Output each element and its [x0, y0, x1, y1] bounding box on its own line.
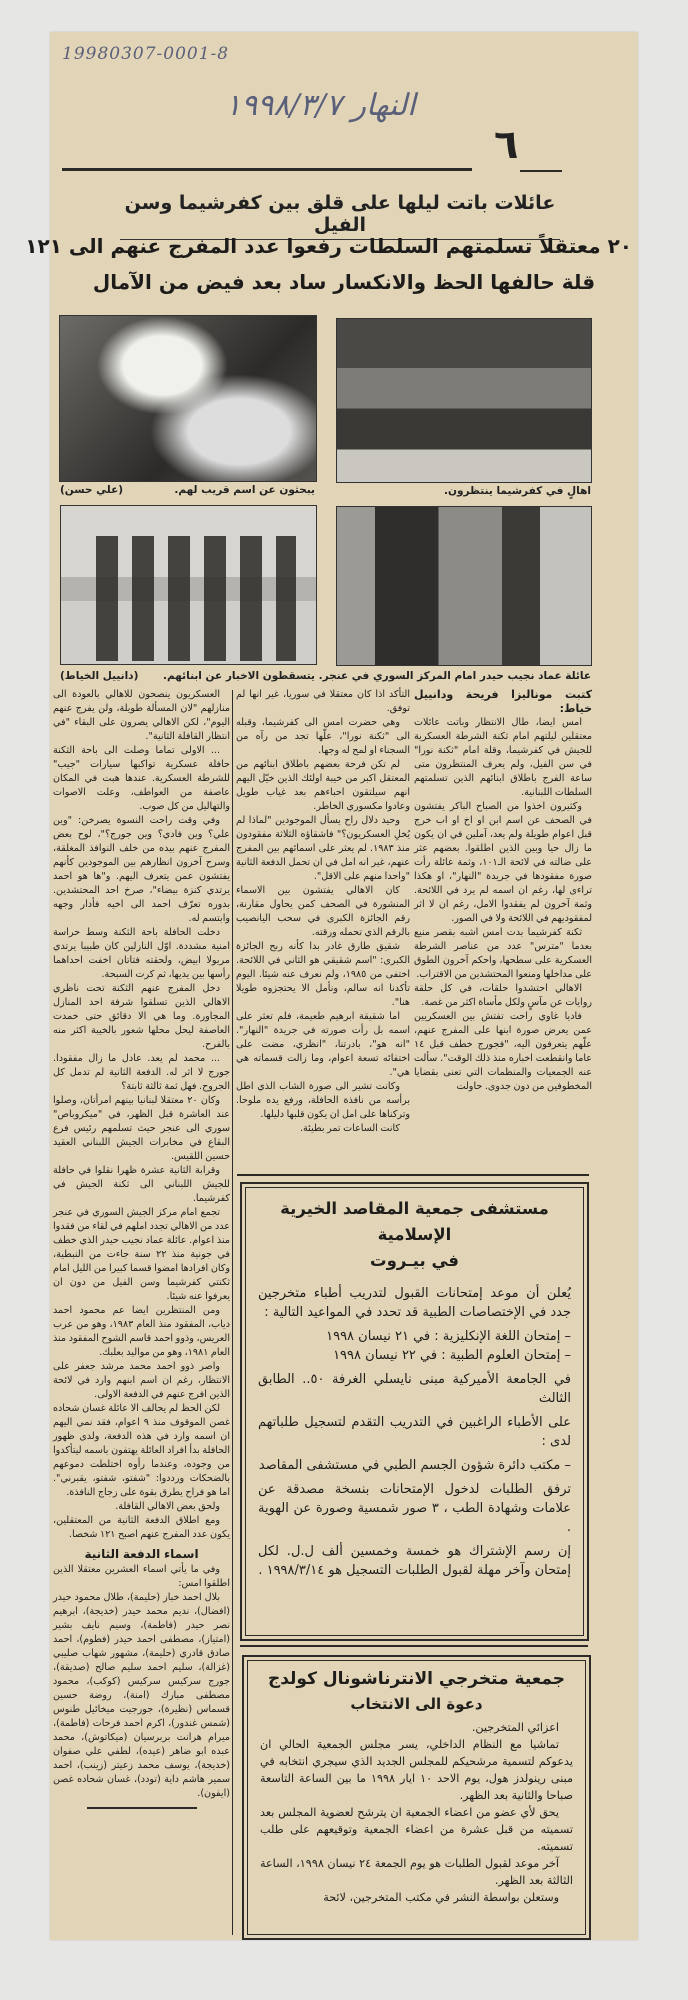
paragraph: ثكنة كفرشيما بدت امس اشبه بقصر منيع بعدما "مترس" عدد من عناصر الشرطة العسكرية على سطحها، واحكم آخرون الطوق على مداخلها ومنعوا المحتشدين من الاقتراب.: [414, 927, 592, 980]
paragraph: ... محمد لم يعد. عادل ما زال مفقودا. جورج لا اثر له. الدفعة الثانية لم تدمل كل الجروح. فهل ثمة ثالثة ثابتة؟: [53, 1053, 230, 1092]
ad-paragraph: تماشيا مع النظام الداخلي، يسر مجلس الجمعية الحالي ان يدعوكم لتسمية مرشحيكم للمجلس الجديد الذي سيجري انتخابه في مبنى رينولدز هول، يوم الاحد ١٠ ايار ١٩٩٨ ما بين الساعة التاسعة صباحا والثانية بعد الظهر.: [260, 1738, 573, 1802]
paragraph: دخلت الحافلة باحة الثكنة وسط حراسة امنية مشددة. اوّل النازلين كان طبيبا يرتدي مريولا ابيض، ولحقته فتاتان اخفت احداهما رأسها بين يديها، ثم كرت السبحة.: [53, 927, 230, 980]
article-kicker: عائلات باتت ليلها على قلق بين كفرشيما وسن الفيل: [120, 192, 560, 240]
ad-paragraph: – مكتب دائرة شؤون الجسم الطبي في مستشفى المقاصد: [258, 1458, 571, 1473]
paragraph: التأكد اذا كان معتقلا في سوريا، غير انها لم توفق.: [236, 689, 410, 714]
paragraph: وكانت تشير الى صورة الشاب الذي اطل برأسه من نافذة الحافلة، ورفع يده ملوحا. وتركناها على امل ان يكون قلبها دليلها.: [236, 1081, 410, 1120]
end-rule: [87, 1807, 197, 1809]
paragraph: واصر ذوو احمد محمد مرشد جعفر على الانتظار، رغم ان اسم ابنهم وارد في لائحة الذين افرج عنهم في الدفعة الاولى.: [53, 1361, 230, 1400]
ad-paragraph: على الأطباء الراغبين في التدريب التقدم لتسجيل طلباتهم لدى :: [258, 1415, 571, 1449]
ad-paragraph: اعزائي المتخرجين.: [471, 1721, 559, 1734]
photo-families-news: [60, 505, 317, 665]
paragraph: لكن الحظ لم يحالف الا عائلة غسان شحاده غصن الموقوف منذ ٩ اعوام، فقد نمي اليهم ان اسمه وارد في هذه الدفعة، ولدى ظهور الحافلة بدأ افراد العائلة يهتفون باسمه ليتأكدوا من وجوده، وعندما رأوه اختلطت دموعهم بالضحكات ورددوا: "شفتو، شفتو، يقبرني". اما هو فراح يطرق بقوة على زجاج النافذة.: [53, 1403, 231, 1498]
photo-caption: عائلة عماد نجيب حيدر امام المركز السوري في عنجر.: [318, 670, 591, 682]
photo-caption: يتسقطون الاخبار عن ابنائهم.: [163, 670, 315, 682]
names-intro: وفي ما يأتي اسماء العشرين معتقلا الذين اطلقوا امس:: [53, 1564, 230, 1589]
ad-paragraph: وستعلن بواسطة النشر في مكتب المتخرجين، لائحة: [323, 1891, 559, 1904]
photo-credit: (دانييل الخياط): [60, 670, 139, 682]
paragraph: لم تكن فرحة بعضهم باطلاق ابنائهم من المعتقل اكبر من خيبة اولئك الذين خيّل اليهم انهم سيلتقون احباءهم بعد غياب طويل وعادوا مكسوري الخاطر.: [236, 759, 410, 812]
article-column-middle: [236, 688, 410, 1136]
paragraph: ومن المنتظرين ايضا عم محمود احمد دياب، المفقود منذ العام ١٩٨٣، وهو من عرب العريس، وذوو احمد قاسم الشوح المفقود منذ العام ١٩٨١، وهو من مواليد بعلبك.: [53, 1305, 230, 1358]
header-rule-short: [520, 170, 562, 172]
page-number: ٦: [494, 122, 519, 168]
paragraph: وحيد دلال راح يسأل الموجودين "لماذا لم يُخلِ العسكريون؟" فاشقاؤه الثلاثة مفقودون منذ ١٩٨٣. لم يعثر على اسمائهم بين المفرج عنهم، غير انه امل في ان تحمل الدفعة الثانية "واحدا منهم على الاقل".: [236, 815, 410, 882]
ad-paragraph: ترفق الطلبات لدخول الإمتحانات بنسخة مصدقة عن علامات وشهادة الطب ، ٣ صور شمسية وصورة عن الهوية .: [258, 1482, 571, 1535]
photo-credit: (علي حسن): [60, 484, 124, 496]
paragraph: الاهالي احتشدوا حلقات، في كل حلقة روايات عن مآسٍ ولكل مأساة اكثر من غصة.: [414, 983, 592, 1008]
article-column-right: [414, 688, 592, 1094]
ad-paragraph: في الجامعة الأميركية مبنى نايسلي الغرفة ٥٠.. الطابق الثالث: [258, 1372, 571, 1406]
ad-paragraph: يحق لأي عضو من اعضاء الجمعية ان يترشح لعضوية المجلس بعد تسميته من قبل عشرة من اعضاء الجمعية وتوقيعهم على طلب تسميته.: [260, 1806, 573, 1853]
archive-code: 19980307-0001-8: [62, 44, 230, 64]
paragraph: وكثيرون اخذوا من الصباح الباكر يفتشون في الصحف عن اسم ابن او اخ او اب خرج قبل اعوام طويلة ولم يعد، آملين في ان يكون ما زال حيا وبين الذين اطلقوا. بعضهم عثر على ضالته في لائحة الـ١٠١، وثمة عائلة رأت صورة مفقودها في جريدة "النهار"، او هكذا تراءى لها، رغم ان اسمه لم يرد في اللائحة. وثمة آخرون لم يفقدوا الامل، رغم ان لا اثر لمفقوديهم في اللائحة ولا في الصور.: [414, 801, 592, 924]
ad-paragraph: آخر موعد لقبول الطلبات هو يوم الجمعة ٢٤ نيسان ١٩٩٨، الساعة الثالثة بعد الظهر.: [260, 1857, 573, 1887]
paragraph: ... الاولى تماما وصلت الى باحة الثكنة حافلة عسكرية تواكبها سيارات "جيب" للشرطة العسكرية. عندها هبت في المكان عاصفة من العواطف، وعلت الاصوات والتهاليل من كل صوب.: [53, 745, 230, 812]
handwritten-date: النهار ١٩٩٨/٣/٧: [225, 88, 416, 123]
column-divider: [232, 690, 233, 1935]
hospital-title-line-2: في بيـروت: [370, 1251, 459, 1270]
paragraph: وفي وقت راحت النسوة يصرخن: "وين علي؟ وين فادي؟ وين جورج؟"، لوح بعض المفرج عنهم بيده من خلف النوافذ المغلقة، وسرح آخرون انظارهم بين الموجودين كأنهم يفتشون عمن يتعرف اليهم. و"ها هو احمد يرتدي كنزة بيضاء"، صرخ احد المحتشدين. بدوره تعرّف احمد الى اخيه فأدار وجهه وابتسم له.: [53, 815, 230, 924]
paragraph: وقرابة الثانية عشرة ظهرا نقلوا في حافلة للجيش اللبناني الى ثكنة الجيش في كفرشيما.: [53, 1165, 230, 1204]
headline-line-1: ٢٠ معتقلاً تسلمتهم السلطات رفعوا عدد المفرج عنهم الى ١٢١: [25, 234, 632, 258]
byline: كتبت موناليزا فريحة ودانييل خياط:: [414, 688, 592, 715]
alumni-body: [244, 1713, 589, 1912]
paragraph: وكان ٢٠ معتقلا لبنانيا بينهم امرأتان، وصلوا عند العاشرة قبل الظهر، في "ميكروباص" سوري الى عنجر حيث تسلمهم رئيس فرع البقاع في مخابرات الجيش اللبناني العقيد حسين اللقيس.: [53, 1095, 230, 1162]
ad-paragraph: إن رسم الإشتراك هو خمسة وخمسين ألف ل.ل. لكل إمتحان وآخر مهلة لقبول الطلبات التسجيل هو ١٩٩٨/٣/١٤ .: [258, 1544, 571, 1578]
names-list: بلال احمد خباز (حليمة)، طلال محمود حيدر (افضال)، نديم محمد حيدر (خديجة)، ابرهيم نصر حيدر (فاطمة)، وسيم نايف بشير (امتياز)، مصطفى احمد حيدر (فطوم)، احمد صادق قادري (حليمة)، مشهور شهاب صليبي (غزالة)، سليم احمد سليم صالح (صديقة)، جورج سركيس سركيس (كوكب)، محمود مصطفى مبارك (امنة)، روضة حسين قسماس (نظيرة)، جورجيت ميخائيل طنوس (شمس غندور)، اكرم احمد فرحات (فاطمة)، ميرام هرانت بربرسيان (ميكاتوش)، محمد عبده ابو ضاهر (عيده)، لطفي علي صفوان (خديجة)، يوسف محمد زعيتر (زينب)، احمد سمير هاشم داية (تودد)، غسان شحاده غصن (ايفون).: [53, 1592, 230, 1799]
paragraph: تجمع امام مركز الجيش السوري في عنجر عدد من الاهالي تجدد املهم في لقاء من فقدوا منذ اعوام. عائلة عماد نجيب حيدر الذي خطف في جونية منذ ٢٢ سنة جاءت من النبطية، وكان افرادها امضوا قسما كبيرا من الليل امام ثكنتي كفرشيما وسن الفيل من دون ان يعرفوا عنه شيئا.: [53, 1207, 230, 1302]
ad-paragraph: يُعلن أن موعد إمتحانات القبول لتدريب أطباء متخرجين جدد في الإختصاصات الطبية قد تحدد في المواعيد التالية :: [258, 1286, 571, 1320]
hospital-title-line-1: مستشفى جمعية المقاصد الخيرية الإسلامية: [280, 1199, 549, 1244]
photo-crowd-kfarshima: [336, 318, 592, 483]
paragraph: ومع اطلاق الدفعة الثانية من المعتقلين، يكون عدد المفرج عنهم اصبح ١٢١ شخصا.: [53, 1515, 230, 1540]
paragraph: ولحق بعض الاهالي القافلة.: [115, 1501, 220, 1512]
paragraph: كانت الساعات تمر بطيئة.: [299, 1123, 400, 1134]
paragraph: وهي حضرت امس الى كفرشيما، وقبله الى "ثكنة نورا"، علّها تجد من رآه من السجناء او لمح له وجها.: [236, 717, 410, 756]
ad-paragraph: – إمتحان اللغة الإنكليزية : في ٢١ نيسان ١٩٩٨: [326, 1329, 571, 1344]
paragraph: اما شقيقة ابرهيم طعيمة، فلم تعثر على اسمه بل رأت صورته في جريدة "النهار". "انه هو"، بادرتنا، "انظري، مضت على اختفائه تسعة اعوام، وما زالت قسماته هي هي".: [236, 1011, 410, 1078]
ad-paragraph: – إمتحان العلوم الطبية : في ٢٢ نيسان ١٩٩٨: [333, 1348, 571, 1363]
photo-searching-names: [59, 315, 317, 482]
section-rule: [240, 1645, 588, 1647]
header-rule: [62, 168, 472, 171]
photo-caption: اهالٍ في كفرشيما ينتظرون.: [444, 485, 591, 497]
article-column-left: [53, 688, 230, 1809]
photo-caption: يبحثون عن اسم قريب لهم.: [174, 484, 315, 496]
alumni-title: جمعية متخرجي الانترناشونال كولدج: [267, 1669, 566, 1689]
article-headline: [25, 228, 632, 300]
photo-haidar-family: [336, 506, 592, 666]
section-rule: [237, 1174, 589, 1176]
names-subheading: اسماء الدفعة الثانية: [84, 1547, 199, 1561]
paragraph: العسكريون ينصحون للاهالي بالعودة الى منازلهم "لان المسألة طويلة، ولن يفرج عنهم اليوم"، لكن الاهالي يصرون على البقاء "في انتظار القافلة الثانية".: [53, 689, 230, 742]
alumni-subtitle: دعوة الى الانتخاب: [350, 1695, 483, 1713]
alumni-announcement: [242, 1655, 591, 1940]
paragraph: كان الاهالي يفتشون بين الاسماء المنشورة في الصحف كمن يحاول مقارنة، رقم الجائزة الكبرى في سحب اليانصيب بالرقم الذي تحمله ورقته.: [236, 885, 410, 938]
paragraph: شقيق طارق غادر بدا كأنه ربح الجائزة الكبرى: "اسم شقيقي هو الثاني في اللائحة. اختفى من ١٩٨٥، ولم نعرف عنه شيئا. اليوم تأكدنا انه سالم، ونأمل الا يحتجزوه طويلا هنا".: [236, 941, 410, 1008]
hospital-title: [242, 1196, 587, 1274]
paragraph: دخل المفرج عنهم الثكنة تحت ناظري الاهالي الذين تسلقوا شرفة احد المنازل المجاورة. وما هي الا دقائق حتى خمدت العاصفة ليحل محلها شعور بالخيبة اكثر منه بالفرح.: [53, 983, 230, 1050]
headline-line-2: قلة حالفها الحظ والانكسار ساد بعد فيض من الآمال: [92, 270, 596, 294]
paragraph: امس ايضا، طال الانتظار وباتت عائلات معتقلين ليلتهم امام ثكنة الشرطة العسكرية للجيش في كفرشيما، وقلة امام "ثكنة نورا" في سن الفيل، ولم يعرف المنتظرون متى ساعة الفرج باطلاق ابنائهم الذين تسلمتهم السلطات اللبنانية.: [414, 717, 592, 798]
hospital-announcement: [240, 1182, 589, 1641]
paragraph: فاديا غاوي راحت تفتش بين العسكريين عمن يعرض صورة ابنها على المفرج عنهم، علّهم يتعرفون اليه، "فجورج خطف قبل ١٤ عاما وانقطعت اخباره منذ ذلك الوقت". سألت عنه الجمعيات والمنظمات التي تعنى بقضايا المخطوفين من دون جدوى. حاولت: [414, 1011, 592, 1092]
hospital-body: [242, 1274, 587, 1580]
